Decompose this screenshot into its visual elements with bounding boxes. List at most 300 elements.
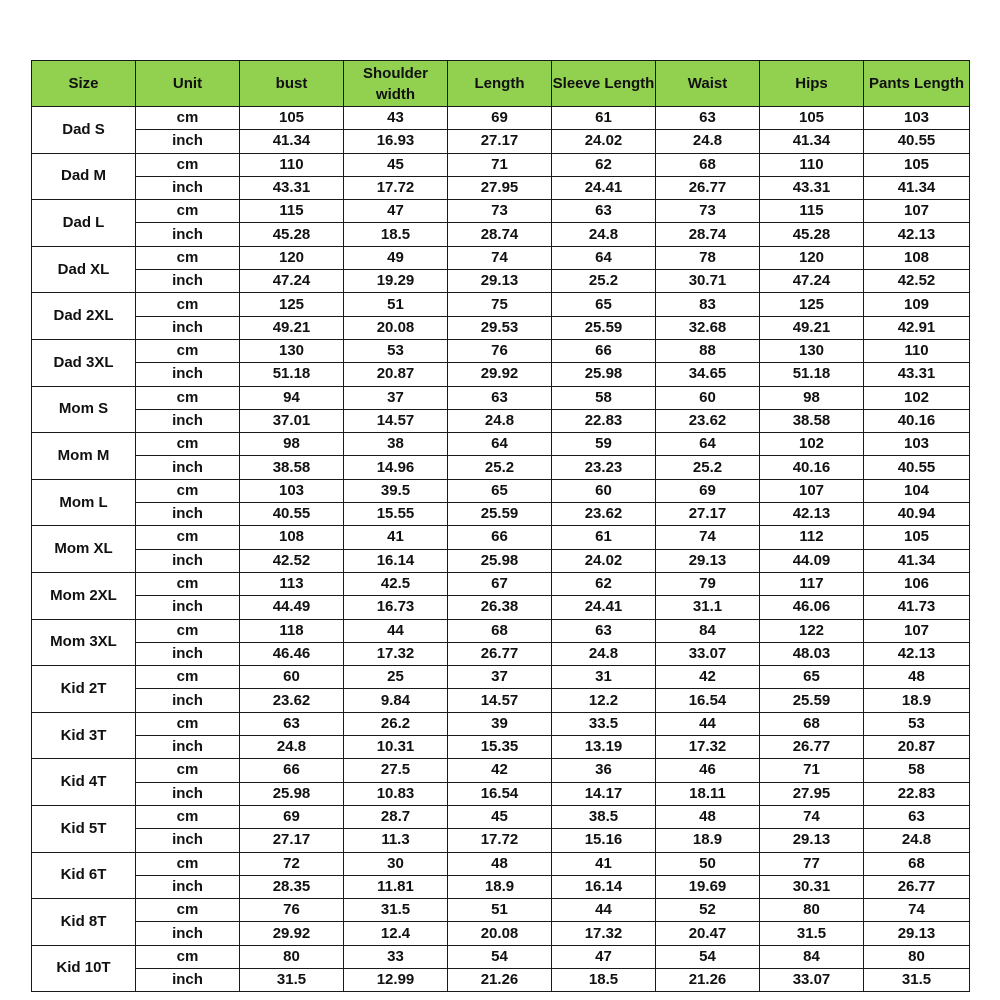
column-header: bust [240, 61, 344, 107]
measurement-cell: 29.13 [760, 829, 864, 852]
size-label: Dad 3XL [32, 339, 136, 386]
size-label: Kid 8T [32, 899, 136, 946]
table-row [32, 968, 970, 991]
measurement-cell: 108 [240, 526, 344, 549]
size-label: Kid 6T [32, 852, 136, 899]
unit-label: cm [136, 805, 240, 828]
unit-label: cm [136, 712, 240, 735]
table-row [32, 363, 970, 386]
measurement-cell: 25.2 [656, 456, 760, 479]
unit-label: cm [136, 433, 240, 456]
measurement-cell: 44.49 [240, 596, 344, 619]
measurement-cell: 76 [448, 339, 552, 362]
table-row [32, 130, 970, 153]
measurement-cell: 24.8 [552, 642, 656, 665]
measurement-cell: 63 [552, 200, 656, 223]
measurement-cell: 107 [760, 479, 864, 502]
measurement-cell: 33 [344, 945, 448, 968]
unit-label: cm [136, 666, 240, 689]
measurement-cell: 23.23 [552, 456, 656, 479]
table-row [32, 503, 970, 526]
measurement-cell: 30.31 [760, 875, 864, 898]
measurement-cell: 27.17 [240, 829, 344, 852]
measurement-cell: 40.94 [864, 503, 970, 526]
measurement-cell: 28.74 [656, 223, 760, 246]
unit-label: inch [136, 875, 240, 898]
measurement-cell: 13.19 [552, 736, 656, 759]
measurement-cell: 73 [656, 200, 760, 223]
measurement-cell: 23.62 [552, 503, 656, 526]
unit-label: cm [136, 759, 240, 782]
column-header: Waist [656, 61, 760, 107]
measurement-cell: 47.24 [240, 270, 344, 293]
table-row [32, 596, 970, 619]
table-header-row [32, 61, 970, 107]
measurement-cell: 46.46 [240, 642, 344, 665]
measurement-cell: 25.2 [552, 270, 656, 293]
measurement-cell: 26.77 [760, 736, 864, 759]
measurement-cell: 47.24 [760, 270, 864, 293]
size-label: Dad M [32, 153, 136, 200]
size-label: Mom M [32, 433, 136, 480]
measurement-cell: 33.5 [552, 712, 656, 735]
size-label: Mom 2XL [32, 572, 136, 619]
measurement-cell: 26.77 [656, 176, 760, 199]
measurement-cell: 40.55 [240, 503, 344, 526]
unit-label: inch [136, 689, 240, 712]
table-row [32, 479, 970, 502]
measurement-cell: 11.81 [344, 875, 448, 898]
measurement-cell: 74 [448, 246, 552, 269]
measurement-cell: 69 [240, 805, 344, 828]
measurement-cell: 21.26 [656, 968, 760, 991]
measurement-cell: 39 [448, 712, 552, 735]
measurement-cell: 34.65 [656, 363, 760, 386]
measurement-cell: 130 [240, 339, 344, 362]
measurement-cell: 27.17 [448, 130, 552, 153]
measurement-cell: 38 [344, 433, 448, 456]
measurement-cell: 18.11 [656, 782, 760, 805]
measurement-cell: 117 [760, 572, 864, 595]
measurement-cell: 14.57 [344, 409, 448, 432]
measurement-cell: 65 [760, 666, 864, 689]
measurement-cell: 105 [760, 107, 864, 130]
measurement-cell: 115 [760, 200, 864, 223]
table-row [32, 386, 970, 409]
measurement-cell: 46 [656, 759, 760, 782]
measurement-cell: 83 [656, 293, 760, 316]
measurement-cell: 110 [240, 153, 344, 176]
measurement-cell: 15.35 [448, 736, 552, 759]
measurement-cell: 68 [864, 852, 970, 875]
measurement-cell: 122 [760, 619, 864, 642]
measurement-cell: 32.68 [656, 316, 760, 339]
unit-label: inch [136, 363, 240, 386]
measurement-cell: 102 [760, 433, 864, 456]
measurement-cell: 68 [448, 619, 552, 642]
measurement-cell: 19.69 [656, 875, 760, 898]
measurement-cell: 24.41 [552, 596, 656, 619]
measurement-cell: 30 [344, 852, 448, 875]
size-label: Kid 2T [32, 666, 136, 713]
measurement-cell: 50 [656, 852, 760, 875]
unit-label: cm [136, 619, 240, 642]
measurement-cell: 25.59 [448, 503, 552, 526]
measurement-cell: 77 [760, 852, 864, 875]
measurement-cell: 98 [240, 433, 344, 456]
unit-label: cm [136, 153, 240, 176]
measurement-cell: 18.9 [656, 829, 760, 852]
measurement-cell: 17.32 [344, 642, 448, 665]
measurement-cell: 44 [344, 619, 448, 642]
measurement-cell: 22.83 [552, 409, 656, 432]
measurement-cell: 25.2 [448, 456, 552, 479]
measurement-cell: 24.8 [240, 736, 344, 759]
measurement-cell: 16.73 [344, 596, 448, 619]
measurement-cell: 24.8 [448, 409, 552, 432]
measurement-cell: 64 [656, 433, 760, 456]
measurement-cell: 78 [656, 246, 760, 269]
unit-label: inch [136, 130, 240, 153]
measurement-cell: 125 [240, 293, 344, 316]
table-row [32, 666, 970, 689]
measurement-cell: 33.07 [760, 968, 864, 991]
measurement-cell: 63 [656, 107, 760, 130]
measurement-cell: 42.13 [864, 642, 970, 665]
measurement-cell: 73 [448, 200, 552, 223]
measurement-cell: 25 [344, 666, 448, 689]
measurement-cell: 42.91 [864, 316, 970, 339]
measurement-cell: 21.26 [448, 968, 552, 991]
measurement-cell: 45.28 [240, 223, 344, 246]
column-header: Unit [136, 61, 240, 107]
measurement-cell: 49.21 [760, 316, 864, 339]
size-label: Dad S [32, 107, 136, 154]
table-row [32, 736, 970, 759]
column-header: Sleeve Length [552, 61, 656, 107]
unit-label: inch [136, 503, 240, 526]
size-chart-table [31, 60, 970, 992]
measurement-cell: 71 [448, 153, 552, 176]
measurement-cell: 41 [552, 852, 656, 875]
measurement-cell: 110 [760, 153, 864, 176]
measurement-cell: 31.5 [344, 899, 448, 922]
unit-label: inch [136, 922, 240, 945]
measurement-cell: 40.16 [864, 409, 970, 432]
measurement-cell: 104 [864, 479, 970, 502]
measurement-cell: 60 [552, 479, 656, 502]
measurement-cell: 28.7 [344, 805, 448, 828]
unit-label: inch [136, 968, 240, 991]
size-label: Mom S [32, 386, 136, 433]
measurement-cell: 26.2 [344, 712, 448, 735]
measurement-cell: 25.59 [760, 689, 864, 712]
unit-label: cm [136, 339, 240, 362]
measurement-cell: 37 [344, 386, 448, 409]
measurement-cell: 106 [864, 572, 970, 595]
measurement-cell: 19.29 [344, 270, 448, 293]
measurement-cell: 66 [240, 759, 344, 782]
measurement-cell: 26.77 [864, 875, 970, 898]
table-row [32, 200, 970, 223]
measurement-cell: 12.99 [344, 968, 448, 991]
measurement-cell: 63 [240, 712, 344, 735]
column-header: Size [32, 61, 136, 107]
measurement-cell: 41.73 [864, 596, 970, 619]
measurement-cell: 27.5 [344, 759, 448, 782]
measurement-cell: 28.74 [448, 223, 552, 246]
measurement-cell: 102 [864, 386, 970, 409]
measurement-cell: 15.16 [552, 829, 656, 852]
measurement-cell: 10.83 [344, 782, 448, 805]
measurement-cell: 88 [656, 339, 760, 362]
measurement-cell: 112 [760, 526, 864, 549]
unit-label: cm [136, 945, 240, 968]
table-row [32, 456, 970, 479]
measurement-cell: 29.53 [448, 316, 552, 339]
unit-label: cm [136, 107, 240, 130]
measurement-cell: 36 [552, 759, 656, 782]
measurement-cell: 42.52 [240, 549, 344, 572]
measurement-cell: 16.54 [656, 689, 760, 712]
measurement-cell: 84 [656, 619, 760, 642]
measurement-cell: 69 [448, 107, 552, 130]
measurement-cell: 20.08 [344, 316, 448, 339]
measurement-cell: 31.5 [864, 968, 970, 991]
measurement-cell: 42 [656, 666, 760, 689]
table-row [32, 409, 970, 432]
measurement-cell: 25.98 [448, 549, 552, 572]
table-row [32, 805, 970, 828]
measurement-cell: 25.98 [240, 782, 344, 805]
measurement-cell: 42.5 [344, 572, 448, 595]
measurement-cell: 41.34 [760, 130, 864, 153]
measurement-cell: 18.5 [344, 223, 448, 246]
measurement-cell: 12.2 [552, 689, 656, 712]
size-label: Kid 5T [32, 805, 136, 852]
measurement-cell: 58 [864, 759, 970, 782]
table-row [32, 549, 970, 572]
measurement-cell: 71 [760, 759, 864, 782]
measurement-cell: 48.03 [760, 642, 864, 665]
measurement-cell: 44 [656, 712, 760, 735]
measurement-cell: 45 [448, 805, 552, 828]
measurement-cell: 120 [240, 246, 344, 269]
measurement-cell: 80 [864, 945, 970, 968]
measurement-cell: 20.87 [344, 363, 448, 386]
measurement-cell: 47 [552, 945, 656, 968]
measurement-cell: 27.95 [448, 176, 552, 199]
size-label: Mom 3XL [32, 619, 136, 666]
measurement-cell: 62 [552, 153, 656, 176]
measurement-cell: 20.87 [864, 736, 970, 759]
measurement-cell: 103 [864, 433, 970, 456]
measurement-cell: 58 [552, 386, 656, 409]
measurement-cell: 25.98 [552, 363, 656, 386]
measurement-cell: 29.92 [448, 363, 552, 386]
table-row [32, 107, 970, 130]
table-row [32, 433, 970, 456]
table-row [32, 619, 970, 642]
measurement-cell: 11.3 [344, 829, 448, 852]
measurement-cell: 17.72 [344, 176, 448, 199]
measurement-cell: 42.13 [864, 223, 970, 246]
measurement-cell: 10.31 [344, 736, 448, 759]
measurement-cell: 45.28 [760, 223, 864, 246]
measurement-cell: 94 [240, 386, 344, 409]
size-label: Kid 10T [32, 945, 136, 992]
measurement-cell: 15.55 [344, 503, 448, 526]
measurement-cell: 31 [552, 666, 656, 689]
table-row [32, 899, 970, 922]
measurement-cell: 29.13 [656, 549, 760, 572]
measurement-cell: 16.54 [448, 782, 552, 805]
unit-label: inch [136, 596, 240, 619]
measurement-cell: 40.55 [864, 456, 970, 479]
measurement-cell: 84 [760, 945, 864, 968]
measurement-cell: 28.35 [240, 875, 344, 898]
measurement-cell: 51 [448, 899, 552, 922]
measurement-cell: 22.83 [864, 782, 970, 805]
measurement-cell: 74 [760, 805, 864, 828]
measurement-cell: 33.07 [656, 642, 760, 665]
unit-label: cm [136, 293, 240, 316]
measurement-cell: 52 [656, 899, 760, 922]
measurement-cell: 45 [344, 153, 448, 176]
measurement-cell: 42 [448, 759, 552, 782]
size-label: Dad XL [32, 246, 136, 293]
column-header: Pants Length [864, 61, 970, 107]
table-row [32, 572, 970, 595]
measurement-cell: 59 [552, 433, 656, 456]
measurement-cell: 60 [240, 666, 344, 689]
unit-label: cm [136, 852, 240, 875]
unit-label: inch [136, 176, 240, 199]
table-row [32, 642, 970, 665]
measurement-cell: 29.13 [448, 270, 552, 293]
measurement-cell: 65 [552, 293, 656, 316]
table-row [32, 316, 970, 339]
measurement-cell: 74 [656, 526, 760, 549]
measurement-cell: 47 [344, 200, 448, 223]
measurement-cell: 62 [552, 572, 656, 595]
measurement-cell: 46.06 [760, 596, 864, 619]
measurement-cell: 67 [448, 572, 552, 595]
unit-label: cm [136, 526, 240, 549]
measurement-cell: 44.09 [760, 549, 864, 572]
measurement-cell: 103 [864, 107, 970, 130]
table-row [32, 782, 970, 805]
measurement-cell: 42.13 [760, 503, 864, 526]
measurement-cell: 24.8 [656, 130, 760, 153]
unit-label: cm [136, 200, 240, 223]
measurement-cell: 38.58 [760, 409, 864, 432]
unit-label: inch [136, 736, 240, 759]
unit-label: cm [136, 899, 240, 922]
measurement-cell: 63 [448, 386, 552, 409]
measurement-cell: 14.96 [344, 456, 448, 479]
measurement-cell: 37.01 [240, 409, 344, 432]
measurement-cell: 18.5 [552, 968, 656, 991]
unit-label: inch [136, 456, 240, 479]
measurement-cell: 12.4 [344, 922, 448, 945]
table-row [32, 689, 970, 712]
measurement-cell: 64 [552, 246, 656, 269]
measurement-cell: 27.95 [760, 782, 864, 805]
measurement-cell: 105 [864, 526, 970, 549]
measurement-cell: 113 [240, 572, 344, 595]
measurement-cell: 24.02 [552, 130, 656, 153]
table-row [32, 293, 970, 316]
measurement-cell: 68 [760, 712, 864, 735]
measurement-cell: 38.58 [240, 456, 344, 479]
measurement-cell: 60 [656, 386, 760, 409]
unit-label: cm [136, 479, 240, 502]
measurement-cell: 108 [864, 246, 970, 269]
measurement-cell: 16.14 [552, 875, 656, 898]
measurement-cell: 125 [760, 293, 864, 316]
measurement-cell: 53 [344, 339, 448, 362]
measurement-cell: 105 [240, 107, 344, 130]
measurement-cell: 61 [552, 526, 656, 549]
unit-label: cm [136, 572, 240, 595]
measurement-cell: 31.5 [240, 968, 344, 991]
measurement-cell: 49.21 [240, 316, 344, 339]
table-row [32, 922, 970, 945]
measurement-cell: 16.14 [344, 549, 448, 572]
unit-label: inch [136, 549, 240, 572]
measurement-cell: 31.5 [760, 922, 864, 945]
measurement-cell: 130 [760, 339, 864, 362]
measurement-cell: 24.8 [552, 223, 656, 246]
measurement-cell: 38.5 [552, 805, 656, 828]
table-row [32, 153, 970, 176]
measurement-cell: 18.9 [448, 875, 552, 898]
measurement-cell: 69 [656, 479, 760, 502]
column-header: Length [448, 61, 552, 107]
table-row [32, 852, 970, 875]
table-row [32, 712, 970, 735]
table-row [32, 176, 970, 199]
column-header: Shoulder width [344, 61, 448, 107]
measurement-cell: 25.59 [552, 316, 656, 339]
measurement-cell: 16.93 [344, 130, 448, 153]
measurement-cell: 17.72 [448, 829, 552, 852]
unit-label: cm [136, 386, 240, 409]
size-label: Dad 2XL [32, 293, 136, 340]
measurement-cell: 51.18 [240, 363, 344, 386]
measurement-cell: 63 [552, 619, 656, 642]
measurement-cell: 66 [552, 339, 656, 362]
measurement-cell: 61 [552, 107, 656, 130]
measurement-cell: 98 [760, 386, 864, 409]
table-row [32, 759, 970, 782]
measurement-cell: 24.41 [552, 176, 656, 199]
measurement-cell: 31.1 [656, 596, 760, 619]
table-row [32, 246, 970, 269]
measurement-cell: 41.34 [240, 130, 344, 153]
measurement-cell: 40.55 [864, 130, 970, 153]
measurement-cell: 14.17 [552, 782, 656, 805]
measurement-cell: 68 [656, 153, 760, 176]
measurement-cell: 26.77 [448, 642, 552, 665]
measurement-cell: 80 [760, 899, 864, 922]
size-label: Mom XL [32, 526, 136, 573]
measurement-cell: 66 [448, 526, 552, 549]
measurement-cell: 44 [552, 899, 656, 922]
measurement-cell: 37 [448, 666, 552, 689]
measurement-cell: 118 [240, 619, 344, 642]
